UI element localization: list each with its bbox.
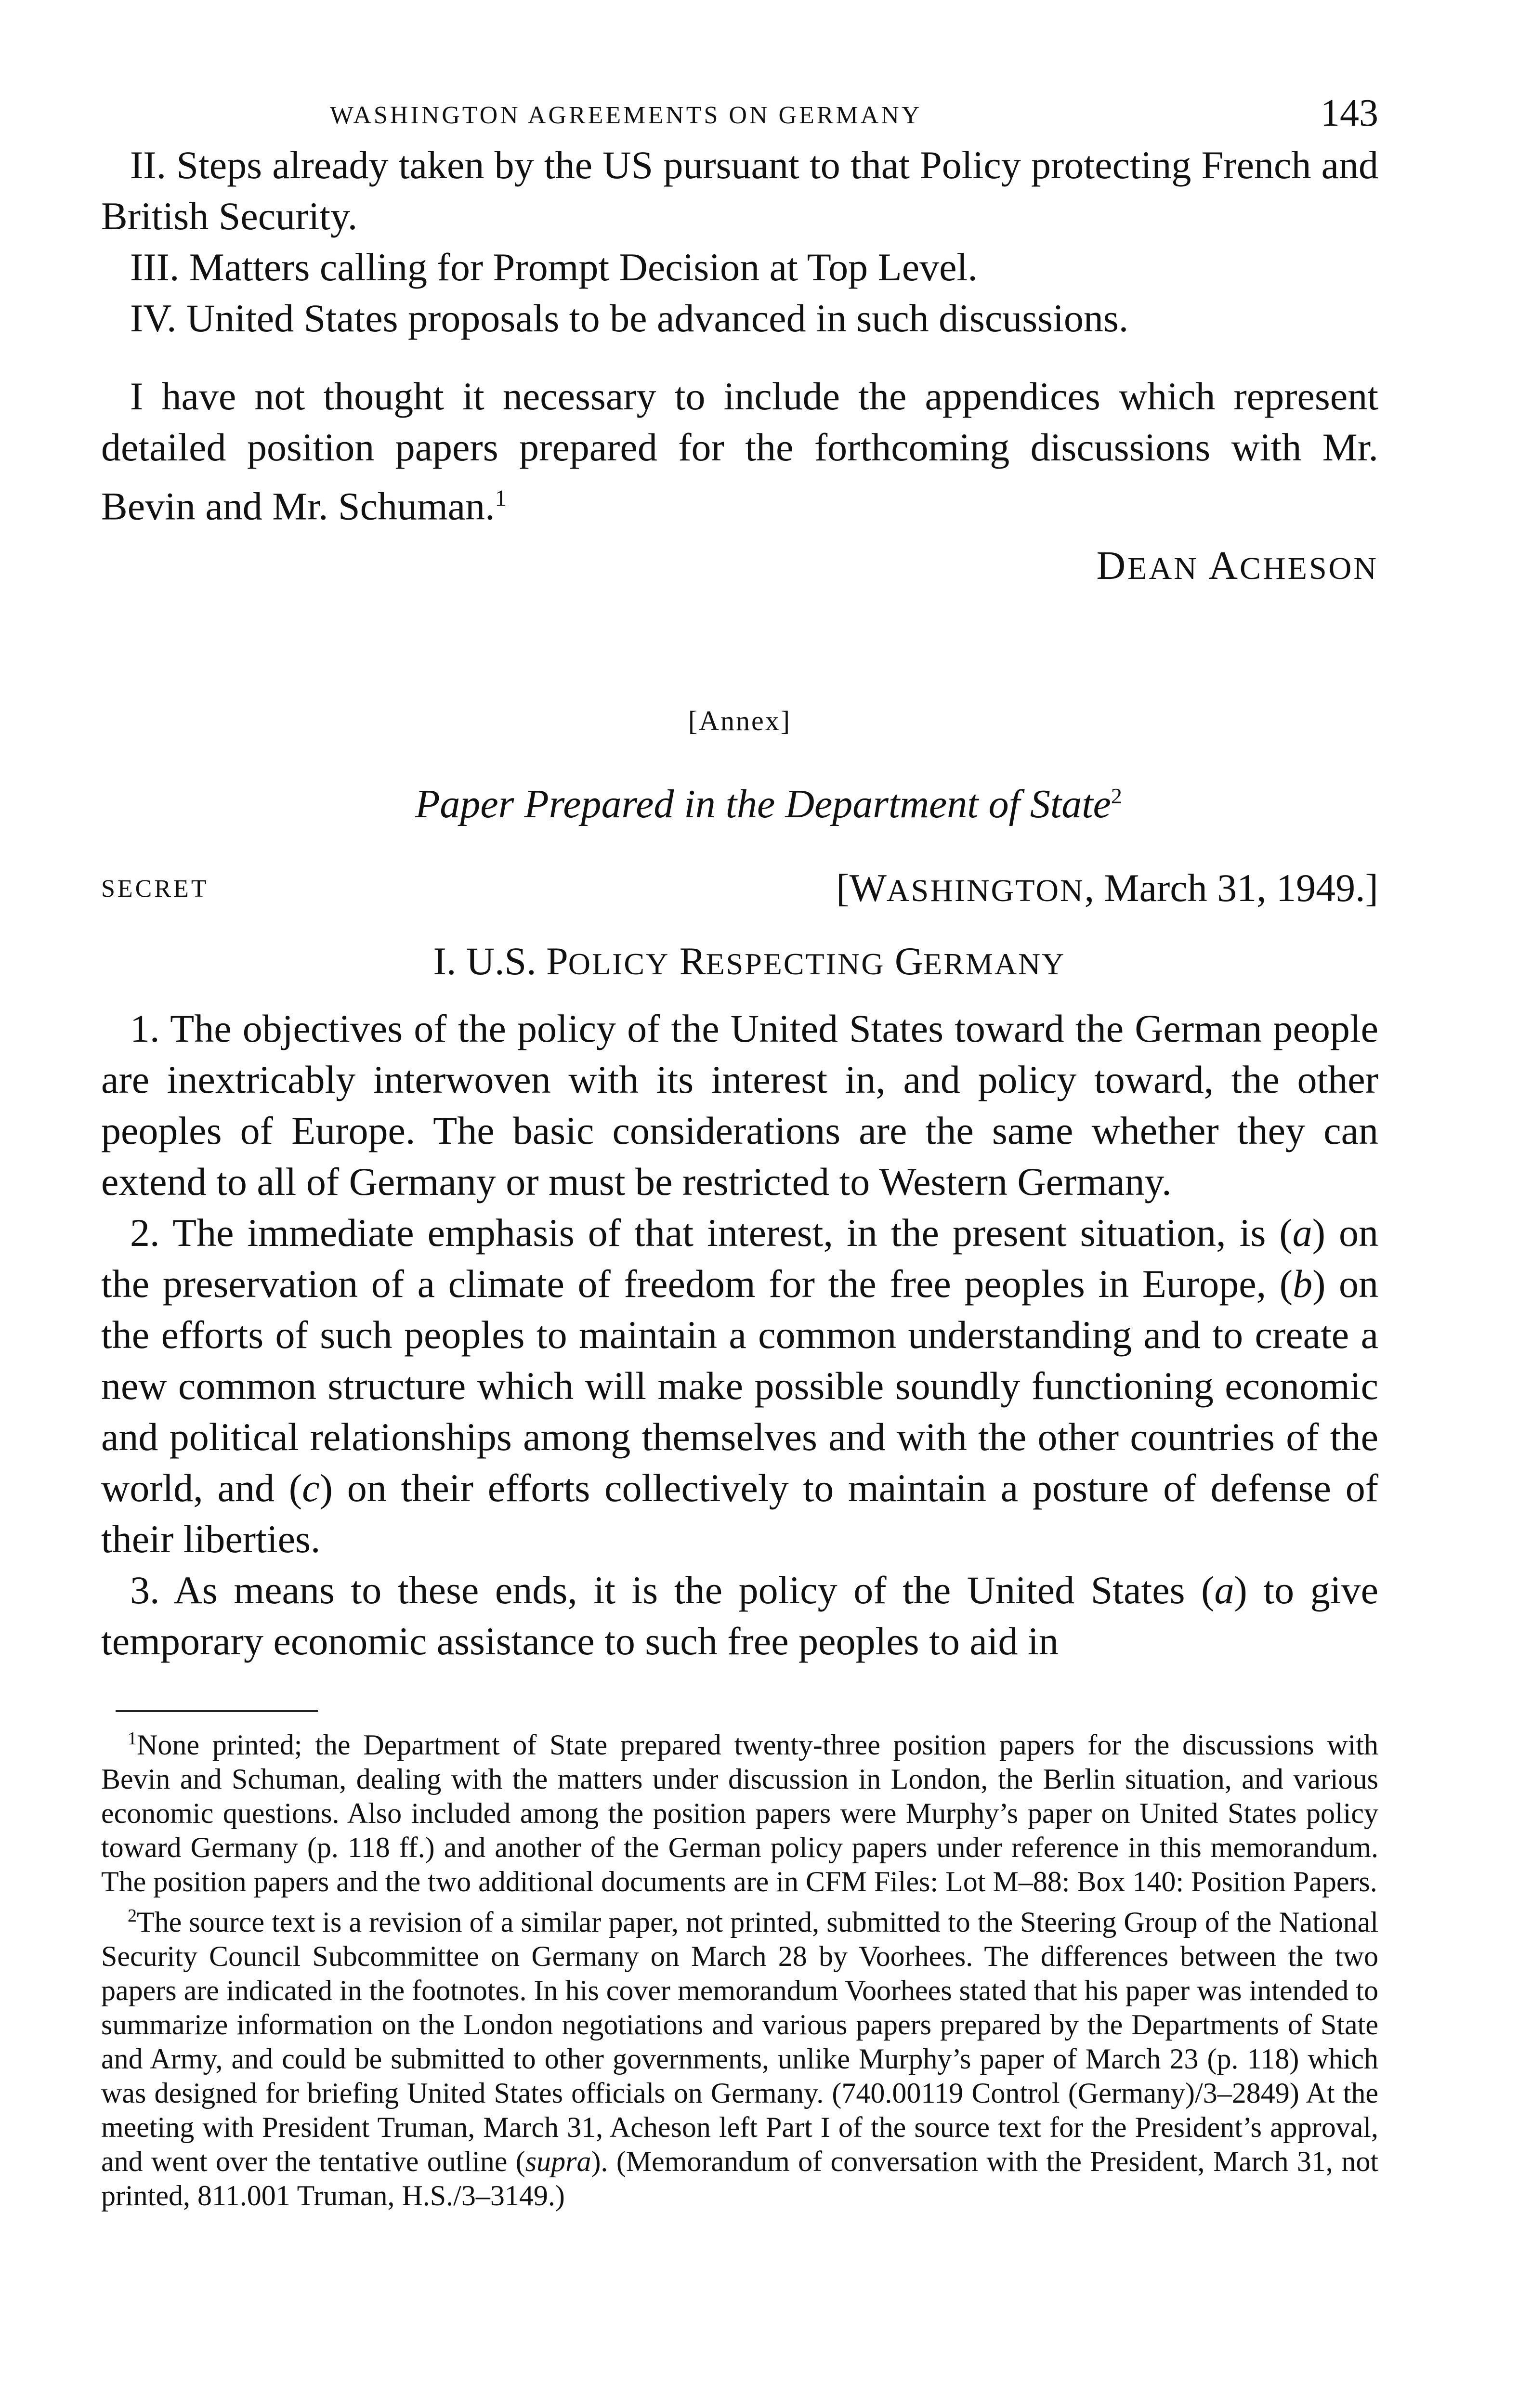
section-heading xyxy=(101,936,1378,990)
footnotes xyxy=(101,1722,1378,2213)
paragraph-2-part-c: ) on the efforts of such peoples to maintain a common understanding and to create a new common structure which will make possible soundly functioning economic and political relationships among themselves and with the other countries of the world, and ( xyxy=(101,1262,1378,1510)
dateline xyxy=(836,863,1378,916)
paragraph-3 xyxy=(101,1565,1378,1667)
footnote-2-italic: supra xyxy=(525,2146,591,2178)
section-word-2-initial: R xyxy=(679,939,706,983)
footnote-2 xyxy=(101,1899,1378,2213)
footnote-rule xyxy=(116,1710,318,1712)
outline-item-3: III. Matters calling for Prompt Decision at Top Level. xyxy=(130,245,978,289)
signature-last-rest: CHESON xyxy=(1239,551,1378,587)
paragraph-2 xyxy=(101,1207,1378,1565)
annex-label: [Annex] xyxy=(688,705,792,737)
closing-paragraph-text: I have not thought it necessary to include the appendices which represent detailed position papers prepared for the forthcoming discussions with Mr. Bevin and Mr. Schuman. xyxy=(101,374,1378,528)
section-numeral: I. U.S. xyxy=(433,939,537,983)
footnote-2-text-b: ). (Memorandum of conversation with the President, March 31, not printed, 811.001 Truman, H.S./3–3149.) xyxy=(101,2146,1378,2212)
section-word-1-rest: OLICY xyxy=(568,947,670,982)
section-word-1-initial: P xyxy=(546,939,568,983)
annex-title xyxy=(101,771,1378,830)
footnote-ref-2: 2 xyxy=(1111,784,1122,809)
section-word-2-rest: ESPECTING xyxy=(706,947,885,982)
running-title: WASHINGTON AGREEMENTS ON GERMANY xyxy=(330,102,922,129)
annex-title-text: Paper Prepared in the Department of State xyxy=(415,782,1111,827)
signature-initial-last: A xyxy=(1208,543,1240,589)
footnote-2-text-a: The source text is a revision of a similar paper, not printed, submitted to the Steering Group of the National Security Council Subcommittee on Germany on March 28 by Voorhees. The differences between the two papers are indicated in the footnotes. In his cover memorandum Voorhees stated that his paper was intended to summarize information on the London negotiations and various papers prepared by the Departments of State and Army, and could be submitted to other governments, unlike Murphy’s paper of March 23 (p. 118) which was designed for briefing United States officials on Germany. (740.00119 Control (Germany)/3–2849) At the meeting with President Truman, March 31, Acheson left Part I of the source text for the President’s approval, and went over the tentative outline ( xyxy=(101,1906,1378,2178)
page-number: 143 xyxy=(1321,92,1378,134)
dateline-rest: , March 31, 1949.] xyxy=(1084,866,1378,910)
paragraph-3-part-b: ) to give temporary economic assistance to such free peoples to aid in xyxy=(101,1568,1378,1663)
paragraph-2-part-b: ) on the preservation of a climate of freedom for the free peoples in Europe, ( xyxy=(101,1211,1379,1306)
signature-initial-first: D xyxy=(1096,543,1128,589)
dateline-open: [W xyxy=(836,866,887,910)
section-word-3-rest: ERMANY xyxy=(923,947,1066,982)
paragraph-2-letter-b: b xyxy=(1293,1262,1313,1306)
signature-first-rest: EAN xyxy=(1127,551,1199,587)
memo-outline xyxy=(101,140,1378,344)
footnote-2-mark: 2 xyxy=(128,1906,137,1926)
paragraph-3-letter-a: a xyxy=(1214,1568,1234,1612)
paragraph-2-part-a: 2. The immediate emphasis of that interest, in the present situation, is ( xyxy=(130,1211,1293,1255)
classification: SECRET xyxy=(101,875,209,903)
running-head xyxy=(101,92,1378,140)
signature xyxy=(101,540,1378,594)
closing-paragraph xyxy=(101,371,1378,532)
paragraph-2-letter-a: a xyxy=(1292,1211,1312,1255)
dateline-place: ASHINGTON xyxy=(886,873,1085,909)
paragraph-1: 1. The objectives of the policy of the United States toward the German people are inextricably interwoven with its interest in, and policy toward, the other peoples of Europe. The basic considerations are the same whether they can extend to all of Germany or must be restricted to Western Germany. xyxy=(101,1007,1378,1204)
paragraph-2-letter-c: c xyxy=(302,1466,320,1510)
main-text xyxy=(101,140,1378,1667)
footnote-ref-1: 1 xyxy=(495,485,507,511)
outline-item-2: II. Steps already taken by the US pursuant to that Policy protecting French and British Security. xyxy=(101,143,1378,238)
outline-item-4: IV. United States proposals to be advanced in such discussions. xyxy=(130,296,1129,340)
classification-line xyxy=(101,864,1378,916)
footnote-1 xyxy=(101,1722,1378,1899)
paragraph-2-part-d: ) on their efforts collectively to maintain a posture of defense of their liberties. xyxy=(101,1466,1378,1561)
footnote-1-text: None printed; the Department of State prepared twenty-three position papers for the discussions with Bevin and Schuman, dealing with the matters under discussion in London, the Berlin situation, and various economic questions. Also included among the position papers were Murphy’s paper on United States policy toward Germany (p. 118 ff.) and another of the German policy papers under reference in this memorandum. The position papers and the two additional documents are in CFM Files: Lot M–88: Box 140: Position Papers. xyxy=(101,1729,1378,1898)
section-word-3-initial: G xyxy=(894,939,924,983)
footnote-1-mark: 1 xyxy=(128,1728,137,1749)
paragraph-3-part-a: 3. As means to these ends, it is the policy of the United States ( xyxy=(130,1568,1215,1612)
